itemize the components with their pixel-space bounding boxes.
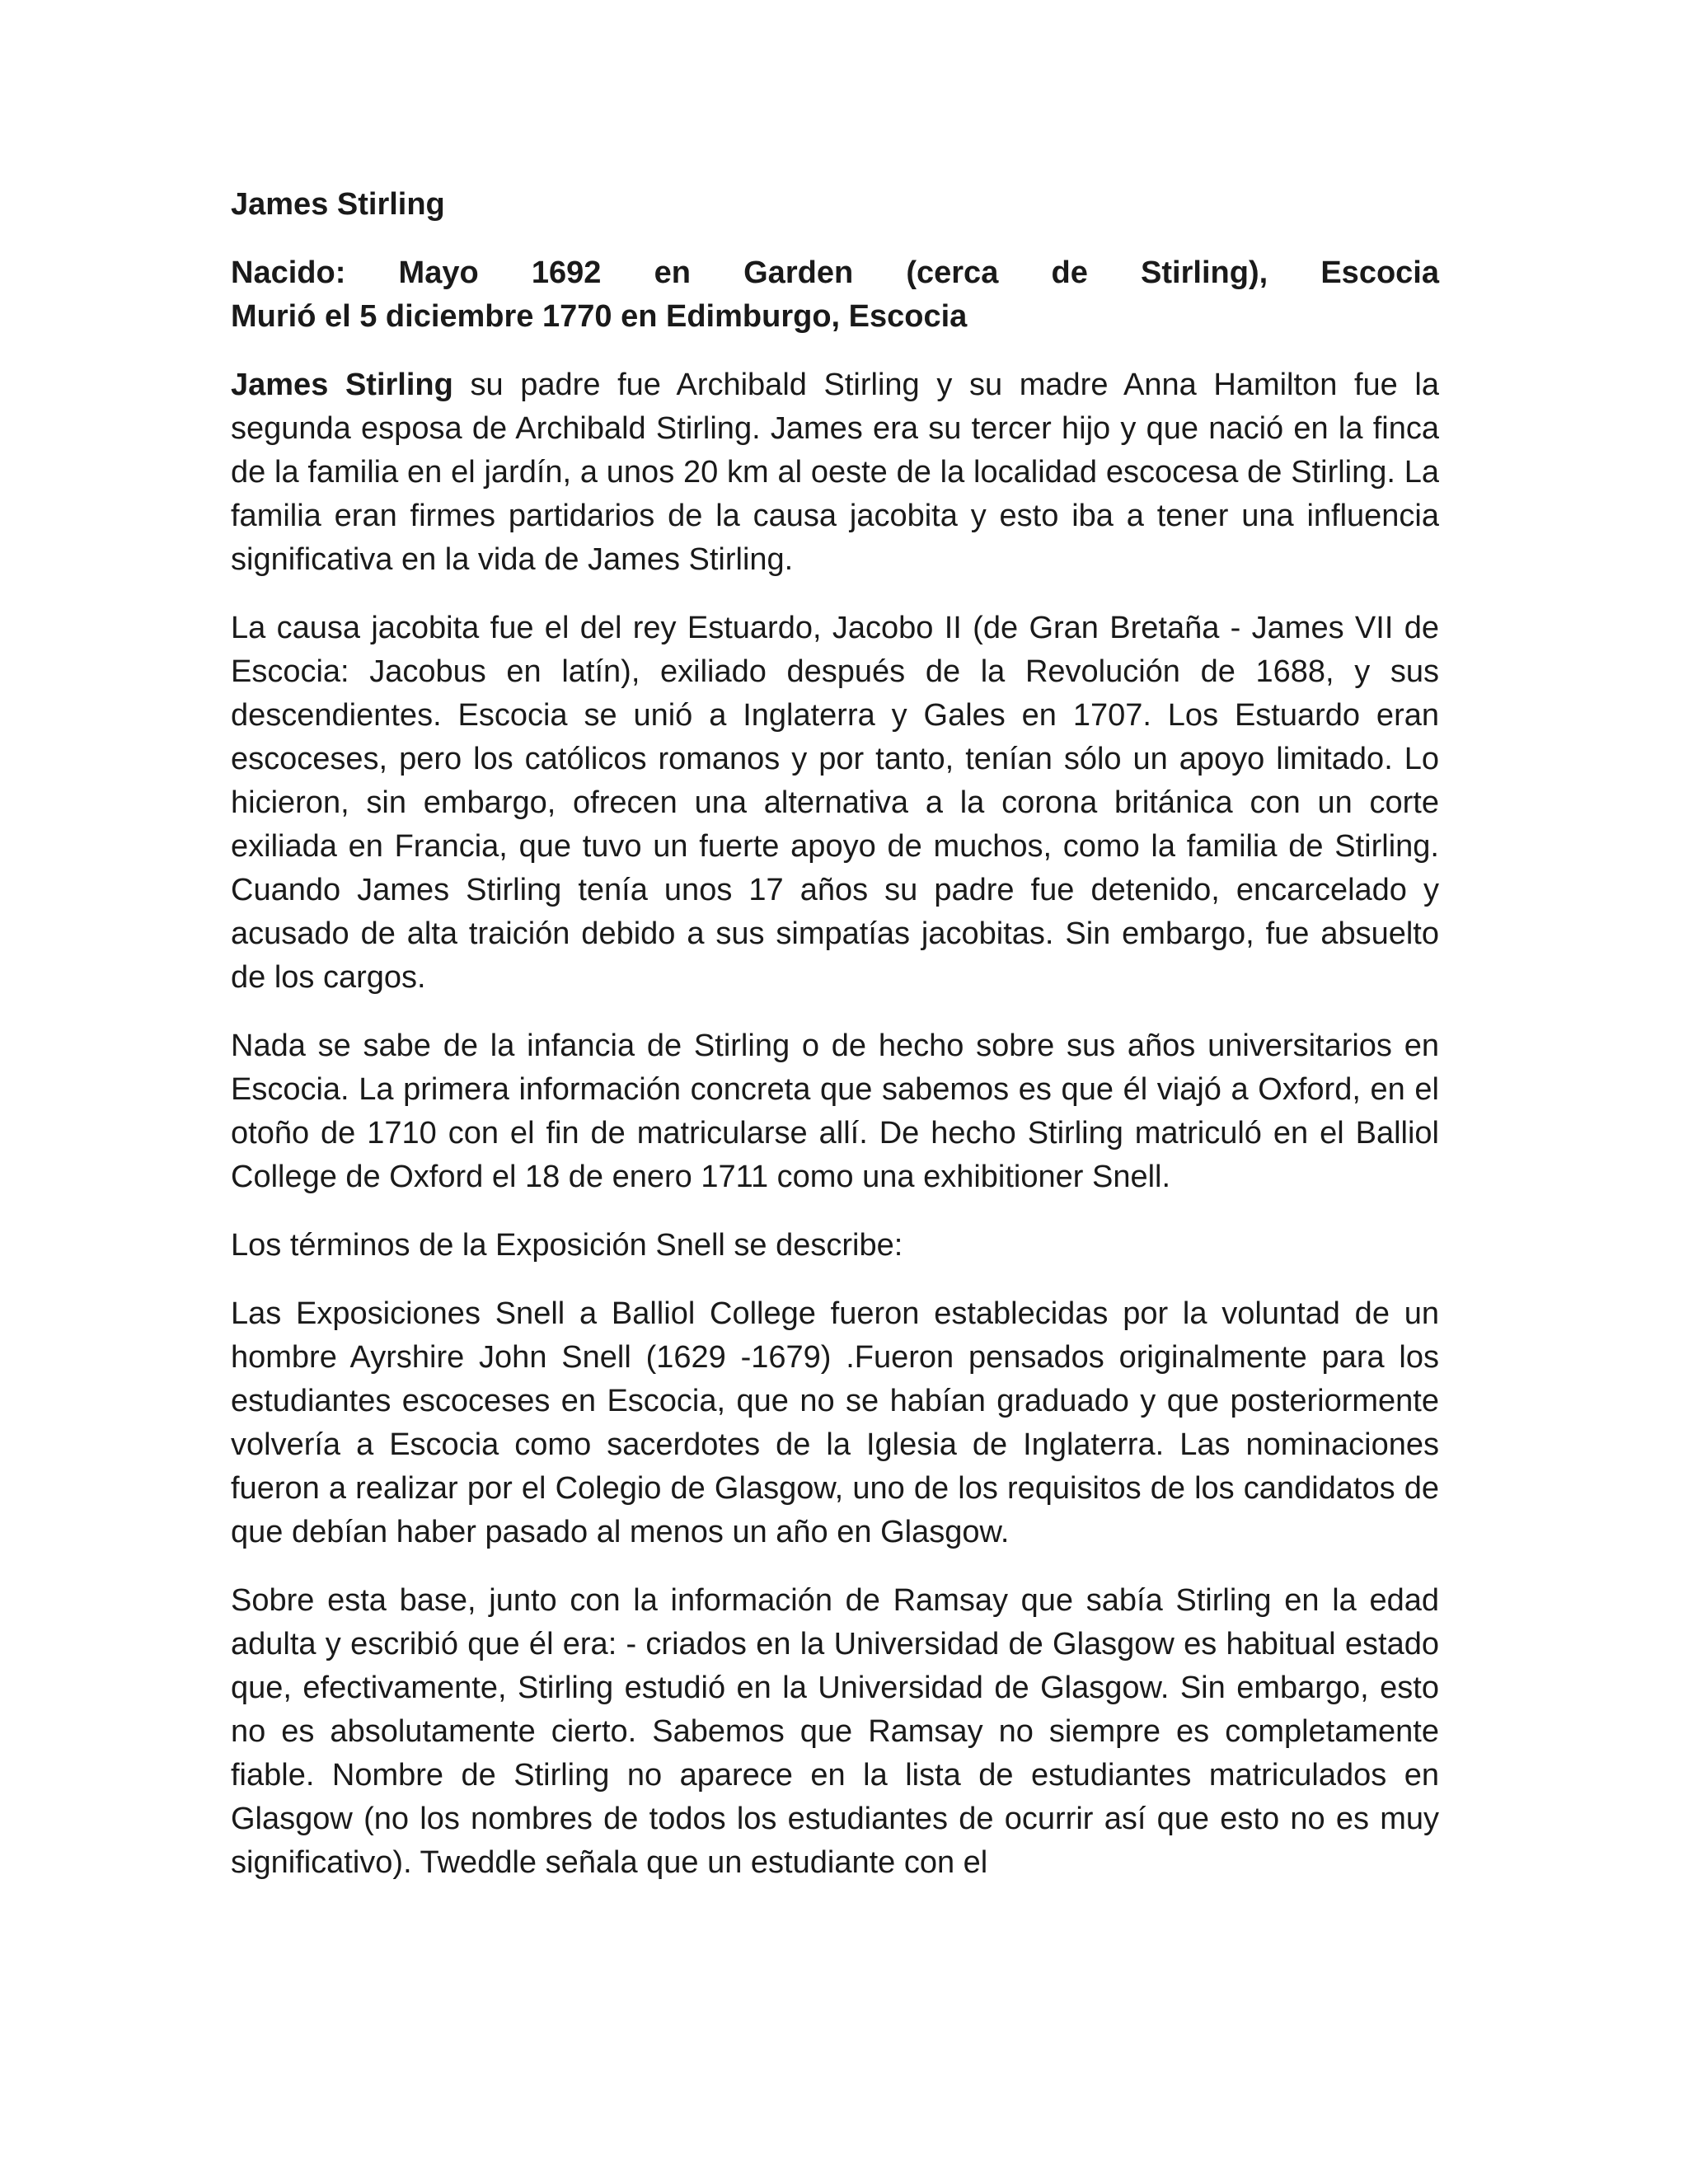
paragraph-5: Las Exposiciones Snell a Balliol College fueron establecidas por la voluntad de un hombre Ayrshire John Snell (1629 -1679) .Fueron pensados originalmente para los estudiantes escoceses en Escocia, que no se habían graduado y que posteriormente volvería a Escocia como sacerdotes de la Iglesia de Inglaterra. Las nominaciones fueron a realizar por el Colegio de Glasgow, uno de los requisitos de los candidatos de que debían haber pasado al menos un año en Glasgow.	[231, 1296, 1439, 1549]
paragraph-4: Los términos de la Exposición Snell se describe:	[231, 1228, 903, 1263]
paragraph-1	[231, 363, 1439, 582]
death-line: Murió el 5 diciembre 1770 en Edimburgo, Escocia	[231, 299, 968, 334]
paragraph-1-text: su padre fue Archibald Stirling y su madre Anna Hamilton fue la segunda esposa de Archibald Stirling. James era su tercer hijo y que nació en la finca de la familia en el jardín, a unos 20 km al oeste de la localidad escocesa de Stirling. La familia eran firmes partidarios de la causa jacobita y esto iba a tener una influencia significativa en la vida de James Stirling.	[231, 368, 1440, 577]
document-page	[231, 183, 1439, 1910]
paragraph-3: Nada se sabe de la infancia de Stirling o de hecho sobre sus años universitarios en Escocia. La primera información concreta que sabemos es que él viajó a Oxford, en el otoño de 1710 con el fin de matricularse allí. De hecho Stirling matriculó en el Balliol College de Oxford el 18 de enero 1711 como una exhibitioner Snell.	[231, 1029, 1439, 1194]
birth-line: Nacido: Mayo 1692 en Garden (cerca de Stirling), Escocia	[231, 255, 1439, 290]
paragraph-1-lead: James Stirling	[231, 368, 453, 402]
document-title: James Stirling	[231, 187, 445, 222]
paragraph-2: La causa jacobita fue el del rey Estuardo, Jacobo II (de Gran Bretaña - James VII de Escocia: Jacobus en latín), exiliado después de la Revolución de 1688, y sus descendientes. Escocia se unió a Inglaterra y Gales en 1707. Los Estuardo eran escoceses, pero los católicos romanos y por tanto, tenían sólo un apoyo limitado. Lo hicieron, sin embargo, ofrecen una alternativa a la corona británica con un corte exiliada en Francia, que tuvo un fuerte apoyo de muchos, como la familia de Stirling. Cuando James Stirling tenía unos 17 años su padre fue detenido, encarcelado y acusado de alta traición debido a sus simpatías jacobitas. Sin embargo, fue absuelto de los cargos.	[231, 611, 1439, 995]
paragraph-6: Sobre esta base, junto con la información de Ramsay que sabía Stirling en la edad adulta y escribió que él era: - criados en la Universidad de Glasgow es habitual estado que, efectivamente, Stirling estudió en la Universidad de Glasgow. Sin embargo, esto no es absolutamente cierto. Sabemos que Ramsay no siempre es completamente fiable. Nombre de Stirling no aparece en la lista de estudiantes matriculados en Glasgow (no los nombres de todos los estudiantes de ocurrir así que esto no es muy significativo). Tweddle señala que un estudiante con el	[231, 1583, 1439, 1880]
